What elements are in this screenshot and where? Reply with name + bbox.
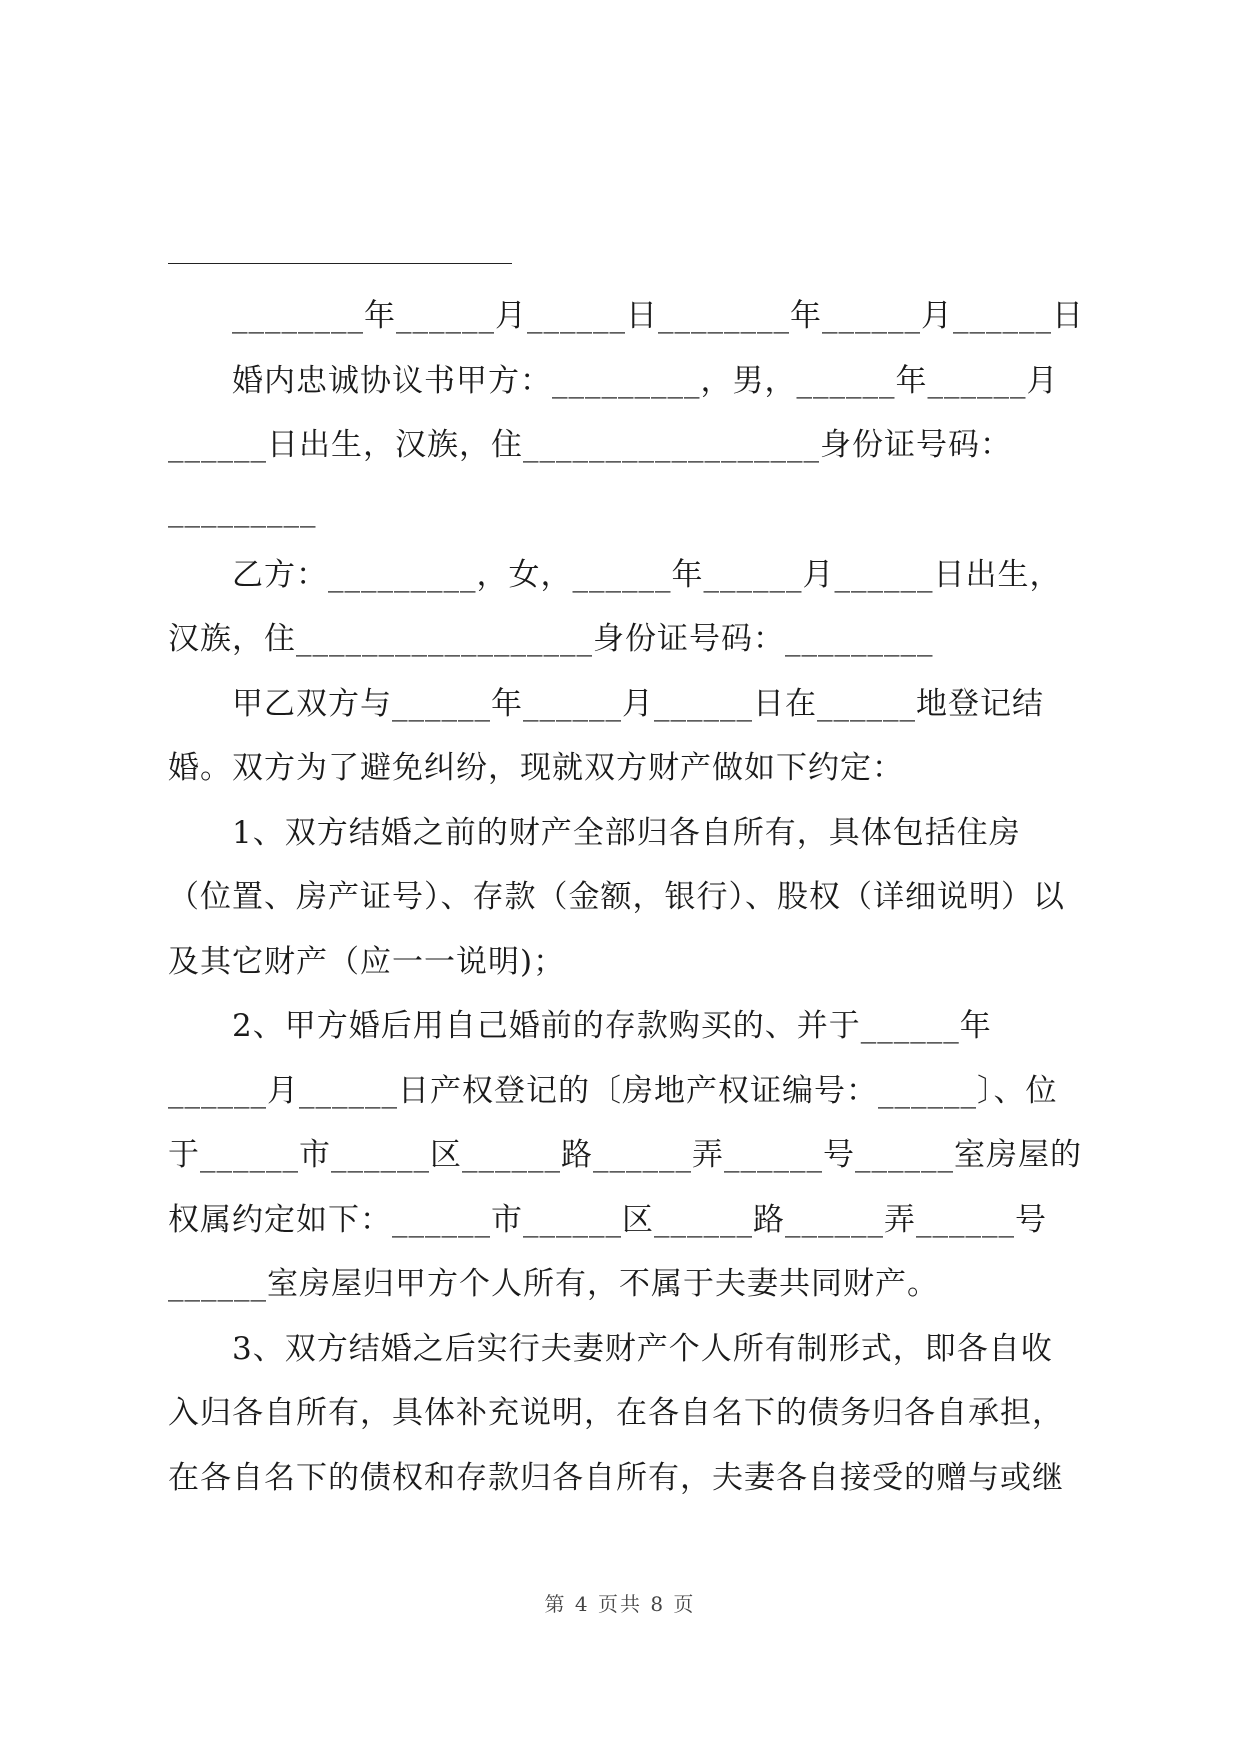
party-a-line-2: ______日出生，汉族，住__________________身份证号码： [168, 427, 1012, 463]
clause-3-line-2: 入归各自所有，具体补充说明，在各自名下的债务归各自承担， [168, 1395, 1064, 1431]
party-b-line-2: 汉族，住__________________身份证号码：_________ [168, 621, 934, 657]
clause-1-line-3: 及其它财产（应一一说明)； [168, 944, 566, 980]
clause-2-line-4: 权属约定如下：______市______区______路______弄______号 [168, 1202, 1047, 1238]
clause-3-line-3: 在各自名下的债权和存款归各自所有，夫妻各自接受的赠与或继 [168, 1460, 1064, 1496]
party-a-line-3: _________ [168, 492, 317, 528]
clause-2-line-1: 2、甲方婚后用自己婚前的存款购买的、并于______年 [232, 1008, 992, 1044]
clause-1-line-1: 1、双方结婚之前的财产全部归各自所有，具体包括住房 [232, 815, 1021, 851]
marriage-registration-line-1: 甲乙双方与______年______月______日在______地登记结 [232, 686, 1044, 722]
clause-2-line-3: 于______市______区______路______弄______号______室房屋的 [168, 1137, 1082, 1173]
page-number-footer: 第 4 页共 8 页 [544, 1592, 696, 1616]
top-underline-rule [168, 263, 512, 264]
party-a-line-1: 婚内忠诚协议书甲方：_________，男，______年______月 [232, 363, 1059, 399]
clause-1-line-2: （位置、房产证号）、存款（金额，银行）、股权（详细说明）以 [168, 879, 1065, 915]
marriage-registration-line-2: 婚。双方为了避免纠纷，现就双方财产做如下约定： [168, 750, 904, 786]
clause-2-line-5: ______室房屋归甲方个人所有，不属于夫妻共同财产。 [168, 1266, 939, 1302]
party-b-line-1: 乙方：_________，女，______年______月______日出生， [232, 557, 1062, 593]
clause-3-line-1: 3、双方结婚之后实行夫妻财产个人所有制形式，即各自收 [232, 1331, 1053, 1367]
date-line: ________年______月______日________年______月______日 [232, 298, 1084, 334]
clause-2-line-2: ______月______日产权登记的〔房地产权证编号：______〕、位 [168, 1073, 1058, 1109]
